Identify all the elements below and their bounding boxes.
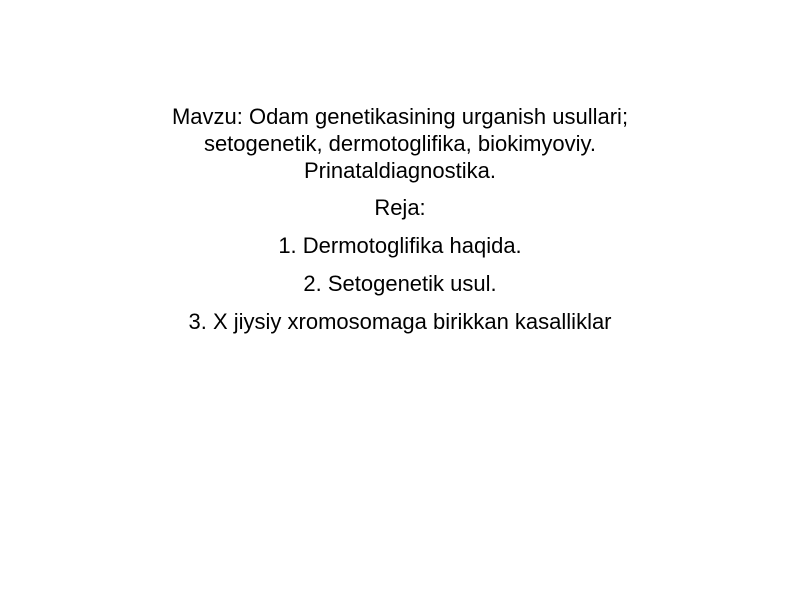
slide-title: [100, 103, 700, 184]
title-line-1: Mavzu: Odam genetikasining urganish usullari;: [171, 104, 629, 129]
plan-label: Reja:: [374, 195, 426, 220]
slide-content: [100, 103, 700, 335]
title-line-3: Prinataldiagnostika.: [303, 158, 496, 183]
plan-item-3: 3. X jiysiy xromosomaga birikkan kasalliklar: [188, 309, 612, 334]
title-line-2: setogenetik, dermotoglifika, biokimyoviy.: [203, 131, 597, 156]
plan-item-2: 2. Setogenetik usul.: [303, 271, 497, 296]
plan-item-1: 1. Dermotoglifika haqida.: [278, 233, 522, 258]
